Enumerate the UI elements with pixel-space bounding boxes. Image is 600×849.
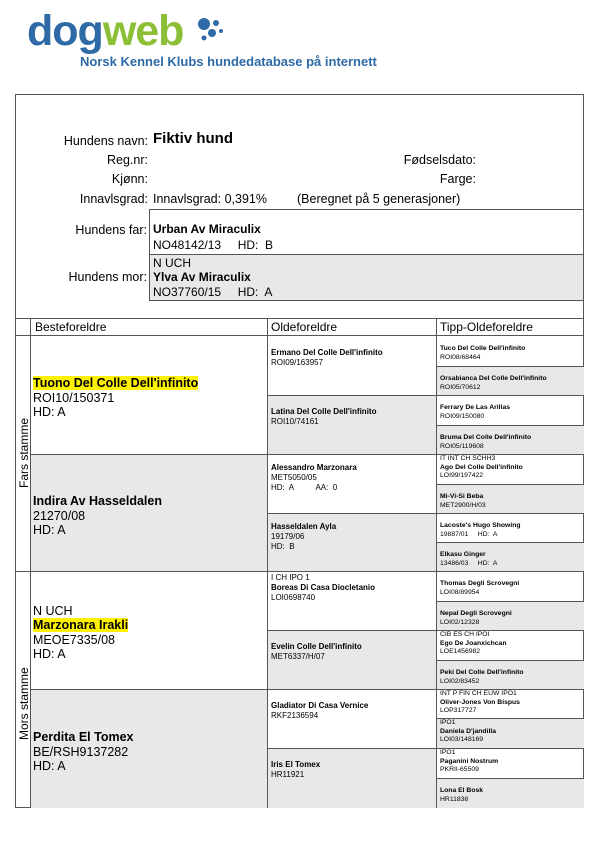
sex-label: Kjønn: [111, 172, 148, 186]
inbreeding-note: (Beregnet på 5 generasjoner) [297, 192, 461, 206]
ggp-name[interactable]: Gladiator Di Casa Vernice [271, 701, 369, 710]
line-ggg-4 [436, 484, 584, 485]
pedigree-header-line [15, 335, 584, 336]
reg-label: Reg.nr: [107, 153, 148, 167]
ggp-reg: MET6337/H/07 [271, 652, 325, 661]
ggg-name[interactable]: Mi-Vi-Si Beba [440, 493, 484, 500]
ggp-reg: LOI0698740 [271, 593, 316, 602]
ggg-reg: 13486/03 HD: A [440, 559, 498, 567]
ggg-name[interactable]: Ago Del Colle Dell'infinito [440, 463, 523, 471]
line-ggg-2 [436, 425, 584, 426]
line-ggg-8 [436, 601, 584, 602]
grandparent-reg: MEOE7335/08 [33, 633, 115, 647]
ggg-title: IPO1 [440, 749, 456, 756]
ggp-name[interactable]: Latina Del Colle Dell'infinito [271, 407, 377, 416]
ggp-reg: ROI09/163957 [271, 358, 324, 367]
ggg-reg: 19887/01 HD: A [440, 530, 498, 538]
line-ggp-6 [267, 748, 436, 749]
ggp-name[interactable]: Alessandro Marzonara [271, 463, 357, 472]
line-ggg-7 [436, 571, 584, 572]
ggg-name[interactable]: Oliver-Jones Von Bispus [440, 698, 520, 706]
father-reg-hd: NO48142/13 HD: B [153, 238, 274, 252]
line-ggg-1 [436, 395, 584, 396]
logo-dots-icon [196, 16, 226, 46]
line-ggp-2 [267, 513, 436, 514]
line-v2 [267, 318, 268, 808]
ggg-reg: HR11838 [440, 795, 469, 803]
ggg-name[interactable]: Tuco Del Colle Dell'infinito [440, 345, 526, 352]
ggp-extra: HD: A AA: 0 [271, 483, 338, 492]
ggg-name[interactable]: Orsabianca Del Colle Dell'infinito [440, 375, 547, 382]
grandparent-hd: HD: A [33, 522, 66, 537]
mother-label: Hundens mor: [68, 270, 147, 284]
ggg-title: IPO1 [440, 719, 456, 726]
ggg-name[interactable]: Paganini Nostrum [440, 757, 499, 765]
ggg-name[interactable]: Thomas Degli Scrovegni [440, 580, 520, 587]
line-gp-1 [31, 571, 267, 572]
grandparent-reg: 21270/08 [33, 508, 86, 523]
ggg-name[interactable]: Bruma Del Colle Dell'infinito [440, 434, 532, 441]
ggg-reg: LOI99/197422 [440, 472, 484, 479]
line-ggg-13 [436, 748, 584, 749]
ggg-reg: ROI08/68464 [440, 353, 481, 361]
ggp-title: I CH IPO 1 [271, 573, 310, 582]
line-v3 [436, 318, 437, 808]
ggg-name[interactable]: Lacoste's Hugo Showing [440, 522, 521, 529]
birth-label: Fødselsdato: [403, 153, 476, 167]
ggp-reg: MET5050/05 [271, 473, 317, 482]
line-ggp-1 [267, 454, 436, 455]
line-ggp-5 [267, 689, 436, 690]
ggg-reg: ROI09/150080 [440, 412, 485, 420]
ggp-extra: HD: B [271, 542, 295, 551]
inbreeding-label: Innavlsgrad: [79, 192, 148, 206]
ggp-name[interactable]: Iris El Tomex [271, 760, 321, 769]
grandparent-name[interactable]: Marzonara Irakli [33, 618, 129, 632]
ggg-title: CIB ES CH IPOI [440, 631, 490, 638]
ggg-reg: LOI03/148169 [440, 736, 484, 743]
header-great-grandparents: Oldeforeldre [271, 320, 338, 334]
grandparent-hd: HD: A [33, 647, 66, 661]
line-ggp-4 [267, 630, 436, 631]
header-grandparents: Besteforeldre [35, 320, 107, 334]
line-ggp-0 [267, 395, 436, 396]
ggp-name[interactable]: Boreas Di Casa Diocletanio [271, 583, 376, 592]
ggg-reg: LOE1456982 [440, 648, 481, 655]
ggp-reg: 19179/06 [271, 532, 305, 541]
ggg-name[interactable]: Ferrary De Las Arillas [440, 404, 511, 411]
grandparent-reg: ROI10/150371 [33, 391, 115, 405]
ggg-title: INT P FIN CH EUW IPO1 [440, 690, 517, 697]
ggp-reg: ROI10/74161 [271, 417, 319, 426]
ggg-name[interactable]: Ego De Joanxichcan [440, 639, 507, 647]
ggg-title: IT INT CH SCHH3 [440, 455, 496, 462]
ggp-name[interactable]: Ermano Del Colle Dell'infinito [271, 348, 383, 357]
grandparent-reg: BE/RSH9137282 [33, 744, 129, 759]
grandparent-name[interactable]: Perdita El Tomex [33, 729, 134, 744]
line-ggp-3 [267, 571, 436, 572]
pedigree-top-line [15, 318, 584, 319]
father-label: Hundens far: [75, 223, 147, 237]
ggp-reg: RKF2136594 [271, 711, 319, 720]
ggg-reg: LOP317727 [440, 707, 477, 714]
line-gp-2 [31, 689, 267, 690]
ggp-reg: HR11921 [271, 770, 305, 779]
inbreeding-value: Innavlsgrad: 0,391% [153, 192, 267, 206]
ggg-name[interactable]: Nepal Degli Scrovegni [440, 610, 512, 617]
line-ggg-12 [436, 718, 584, 719]
father-name[interactable]: Urban Av Miraculix [153, 222, 261, 236]
line-ggg-5 [436, 513, 584, 514]
header-great-great-grandparents: Tipp-Oldeforeldre [440, 320, 533, 334]
line-ggg-0 [436, 366, 584, 367]
ggg-reg: MET2900/H/03 [440, 501, 486, 509]
mors-stamme-label: Mors stamme [17, 667, 31, 740]
ggg-reg: ROI05/119608 [440, 442, 484, 450]
fars-stamme-label: Fars stamme [17, 417, 31, 488]
dogweb-logo: dogweb [27, 7, 184, 55]
grandparent-hd: HD: A [33, 758, 66, 773]
ggg-name[interactable]: Peki Del Colle Dell'infinito [440, 669, 524, 676]
dog-name: Fiktiv hund [153, 130, 233, 147]
grandparent-name[interactable]: Tuono Del Colle Dell'infinito [33, 376, 199, 390]
ggg-reg: LOI02/83452 [440, 677, 480, 685]
line-ggg-10 [436, 660, 584, 661]
ggg-reg: PKRII-65509 [440, 766, 479, 773]
line-gp-0 [31, 454, 267, 455]
ggg-reg: ROI05/70612 [440, 383, 481, 391]
line-ggg-14 [436, 778, 584, 779]
line-stamme-divider [15, 571, 31, 572]
dog-name-label: Hundens navn: [63, 134, 148, 148]
parents-divider [149, 254, 584, 255]
color-label: Farge: [439, 172, 476, 186]
ggg-reg: LOI02/12328 [440, 618, 480, 626]
mother-title: N UCH [153, 256, 191, 270]
grandparent-hd: HD: A [33, 405, 66, 419]
ggg-name[interactable]: Elkasu Ginger [440, 551, 486, 558]
ggp-name[interactable]: Hasseldalen Ayla [271, 522, 337, 531]
mother-name[interactable]: Ylva Av Miraculix [153, 270, 251, 284]
ggg-name[interactable]: Lona El Bosk [440, 787, 484, 794]
grandparent-title: N UCH [33, 604, 73, 618]
ggp-name[interactable]: Evelin Colle Dell'infinito [271, 642, 362, 651]
line-ggg-6 [436, 542, 584, 543]
ggg-reg: LOI08/89954 [440, 588, 480, 596]
mother-reg-hd: NO37760/15 HD: A [153, 285, 273, 299]
grandparent-name[interactable]: Indira Av Hasseldalen [33, 493, 162, 508]
ggg-name[interactable]: Daniela D'jandilla [440, 727, 497, 735]
tagline: Norsk Kennel Klubs hundedatabase på internett [80, 54, 377, 69]
